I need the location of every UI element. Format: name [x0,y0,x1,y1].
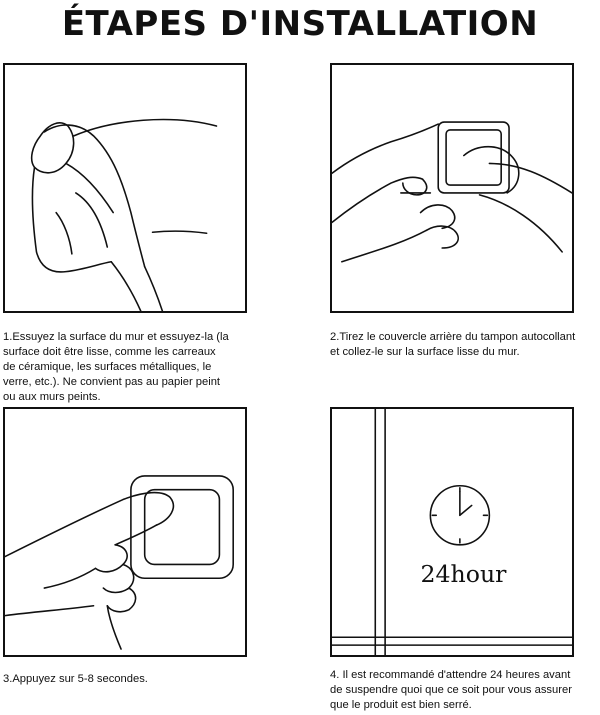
step-1-caption: 1.Essuyez la surface du mur et essuyez-la (la surface doit être lisse, comme les carreaux de céramique, les surfaces métalliques, le verre, etc.). Ne convient pas au papier peint ou aux murs peints. [3,331,229,403]
step-1-illustration [3,63,247,313]
step-2-illustration [330,63,574,313]
peel-adhesive-icon [332,65,572,311]
step-3-caption: 3.Appuyez sur 5-8 secondes. [3,673,148,685]
press-pad-icon [5,409,245,655]
wipe-wall-icon [5,65,245,311]
step-4-caption: 4. Il est recommandé d'attendre 24 heures avant de suspendre quoi que ce soit pour vous assurer que le produit est bien serré. [330,669,572,711]
page-title: ÉTAPES D'INSTALLATION [61,4,539,44]
clock-label: 24hour [420,560,507,589]
step-2-caption: 2.Tirez le couvercle arrière du tampon autocollant et collez-le sur la surface lisse du mur. [330,331,576,358]
step-4-illustration [330,407,574,657]
step-3-illustration [3,407,247,657]
clock-icon [332,409,572,655]
